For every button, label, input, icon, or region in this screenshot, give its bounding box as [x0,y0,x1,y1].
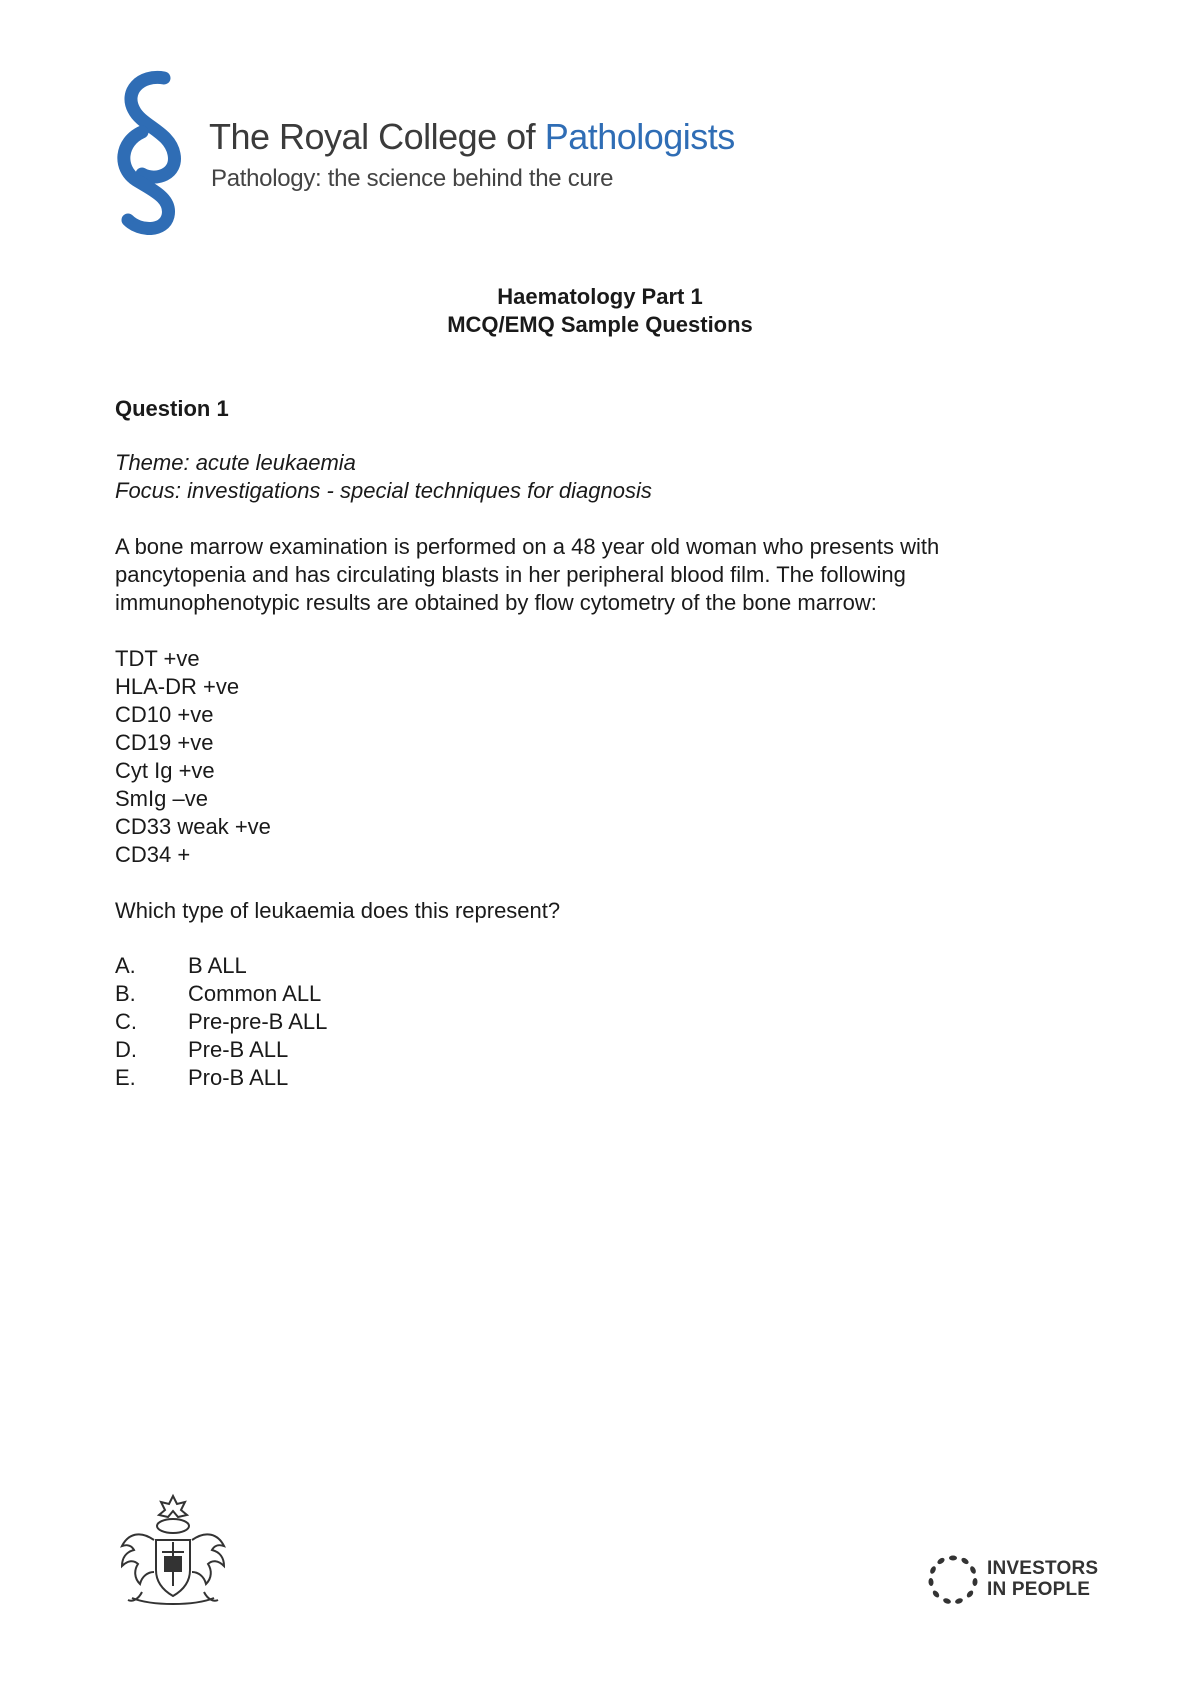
answer-option: A. B ALL [115,953,247,978]
answer-options [115,952,1075,1092]
question-prompt: Which type of leukaemia does this represent? [115,898,561,923]
result-item: Cyt Ig +ve [115,758,215,783]
result-item: CD34 + [115,842,191,867]
result-item: SmIg –ve [115,786,208,811]
document-title: Haematology Part 1 MCQ/EMQ Sample Questions [447,284,753,337]
result-item: CD33 weak +ve [115,814,271,839]
result-item: CD10 +ve [115,702,214,727]
investors-in-people-logo [925,1552,1099,1612]
section-sign-logo-icon [112,70,192,235]
result-item: HLA-DR +ve [115,674,240,699]
question-stem: A bone marrow examination is performed on a 48 year old woman who presents with pancytopenia and has circulating blasts in her peripheral blood film. The following immunophenotypic results are obtained by flow cytometry of the bone marrow: [115,534,940,615]
question-title: Question 1 [115,396,229,421]
org-tagline: Pathology: the science behind the cure [211,165,614,192]
laurel-ring-icon [925,1552,981,1608]
question-theme: Theme: acute leukaemia Focus: investigations - special techniques for diagnosis [115,450,652,503]
answer-option: D. Pre-B ALL [115,1037,289,1062]
rcpath-logo [112,70,735,240]
coat-of-arms-icon [112,1490,234,1612]
iip-wordmark: INVESTORS IN PEOPLE [987,1558,1099,1600]
org-name: The Royal College of Pathologists [209,116,735,157]
immunophenotype-results [115,645,1075,869]
answer-option: C. Pre-pre-B ALL [115,1009,328,1034]
result-item: TDT +ve [115,646,200,671]
result-item: CD19 +ve [115,730,214,755]
answer-option: B. Common ALL [115,981,322,1006]
answer-option: E. Pro-B ALL [115,1065,289,1090]
